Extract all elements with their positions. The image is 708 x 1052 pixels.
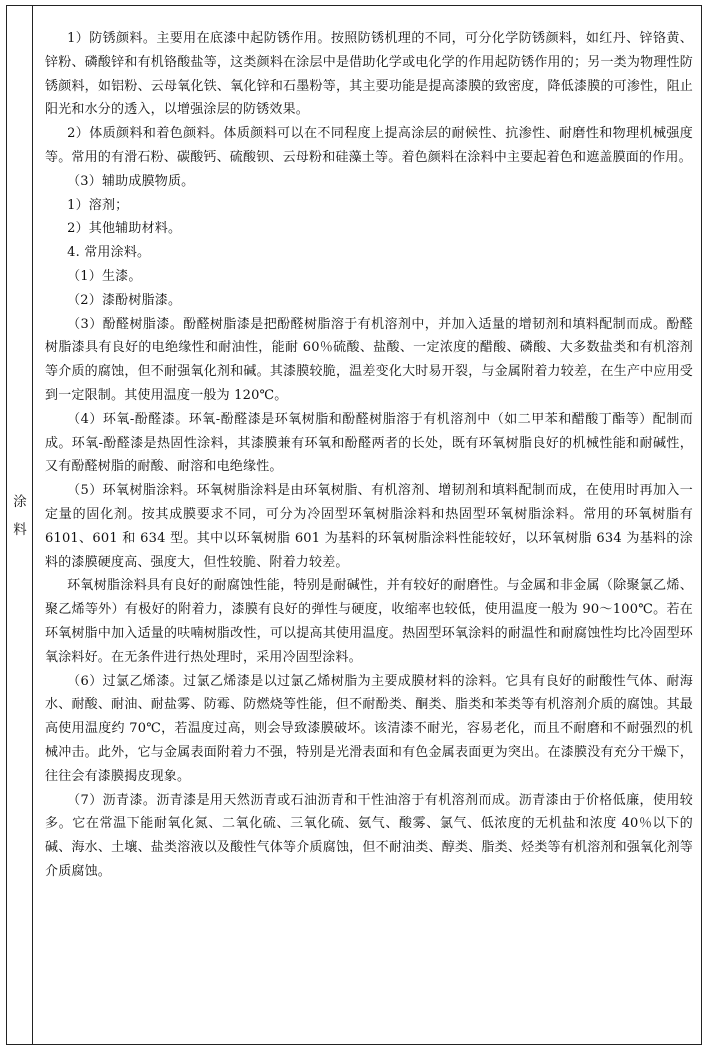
paragraph: （3）辅助成膜物质。 bbox=[67, 173, 195, 189]
paragraph: （3）酚醛树脂漆。酚醛树脂漆是把酚醛树脂溶于有机溶剂中，并加入适量的增韧剂和填料配制而成。酚醛树脂漆具有良好的电绝缘性和耐油性，能耐 60％硫酸、盐酸、一定浓度的醋酸、磷酸、大多数盐类和有机溶剂等介质的腐蚀，但不耐强氧化剂和碱。其漆膜较脆，温差变化大时易开裂，与金属附着力较差，在生产中应用受到一定限制。其使用温度一般为 120℃。 bbox=[45, 316, 693, 403]
paragraph: 2）体质颜料和着色颜料。体质颜料可以在不同程度上提高涂层的耐候性、抗渗性、耐磨性和物理机械强度等。常用的有滑石粉、碳酸钙、硫酸钡、云母粉和硅藻土等。着色颜料在涂料中主要起着色和遮盖膜面的作用。 bbox=[45, 126, 693, 165]
paragraph: （5）环氧树脂涂料。环氧树脂涂料是由环氧树脂、有机溶剂、增韧剂和填料配制而成，在使用时再加入一定量的固化剂。按其成膜要求不同，可分为冷固型环氧树脂涂料和热固型环氧树脂涂料。常用的环氧树脂有 6101、601 和 634 型。其中以环氧树脂 601 为基料的环氧树脂涂料性能较好，以环氧树脂 634 为基料的涂料的漆膜硬度高、强度大，但性较脆、附着力较差。 bbox=[45, 483, 693, 570]
category-char-2: 料 bbox=[13, 522, 27, 538]
paragraph: （4）环氧-酚醛漆。环氧-酚醛漆是环氧树脂和酚醛树脂溶于有机溶剂中（如二甲苯和醋酸丁酯等）配制而成。环氧-酚醛漆是热固性涂料，其漆膜兼有环氧和酚醛两者的长处，既有环氧树脂良好的机械性能和耐碱性，又有酚醛树脂的耐酸、耐溶和电绝缘性。 bbox=[45, 411, 693, 475]
paragraph: （7）沥青漆。沥青漆是用天然沥青或石油沥青和干性油溶于有机溶剂而成。沥青漆由于价格低廉，使用较多。它在常温下能耐氧化氮、二氧化硫、三氧化硫、氨气、酸雾、氯气、低浓度的无机盐和浓度 40％以下的碱、海水、土壤、盐类溶液以及酸性气体等介质腐蚀，但不耐油类、醇类、脂类、烃类等有机溶剂和强氧化剂等介质腐蚀。 bbox=[45, 792, 693, 879]
paragraph: 环氧树脂涂料具有良好的耐腐蚀性能，特别是耐碱性，并有较好的耐磨性。与金属和非金属（除聚氯乙烯、聚乙烯等外）有极好的附着力，漆膜有良好的弹性与硬度，收缩率也较低，使用温度一般为 90～100℃。若在环氧树脂中加入适量的呋喃树脂改性，可以提高其使用温度。热固型环氧涂料的耐温性和耐腐蚀性均比冷固型环氧涂料好。在无条件进行热处理时，采用冷固型涂料。 bbox=[45, 578, 693, 665]
paragraph: 4. 常用涂料。 bbox=[67, 245, 151, 261]
content-cell bbox=[45, 27, 693, 884]
paragraph: 1）防锈颜料。主要用在底漆中起防锈作用。按照防锈机理的不同，可分化学防锈颜料，如红丹、锌铬黄、锌粉、磷酸锌和有机铬酸盐等，这类颜料在涂层中是借助化学或电化学的作用起防锈作用的；另一类为物理性防锈颜料，如铝粉、云母氧化铁、氧化锌和石墨粉等，其主要功能是提高漆膜的致密度，降低漆膜的可渗性，阻止阳光和水分的透入，以增强涂层的防锈效果。 bbox=[45, 31, 693, 118]
category-column bbox=[7, 6, 33, 1044]
paragraph: （2）漆酚树脂漆。 bbox=[67, 292, 182, 308]
document-page bbox=[6, 5, 702, 1045]
paragraph: 1）溶剂； bbox=[67, 197, 129, 213]
category-char-1: 涂 bbox=[13, 494, 27, 510]
paragraph: （6）过氯乙烯漆。过氯乙烯漆是以过氯乙烯树脂为主要成膜材料的涂料。它具有良好的耐酸性气体、耐海水、耐酸、耐油、耐盐雾、防霉、防燃烧等性能，但不耐酚类、酮类、脂类和苯类等有机溶剂介质的腐蚀。其最高使用温度约 70℃，若温度过高，则会导致漆膜破坏。该清漆不耐光，容易老化，而且不耐磨和不耐强烈的机械冲击。此外，它与金属表面附着力不强，特别是光滑表面和有色金属表面更为突出。在漆膜没有充分干燥下，往往会有漆膜揭皮现象。 bbox=[45, 673, 693, 784]
paragraph: 2）其他辅助材料。 bbox=[67, 221, 182, 237]
paragraph: （1）生漆。 bbox=[67, 268, 142, 284]
category-label bbox=[7, 488, 33, 544]
